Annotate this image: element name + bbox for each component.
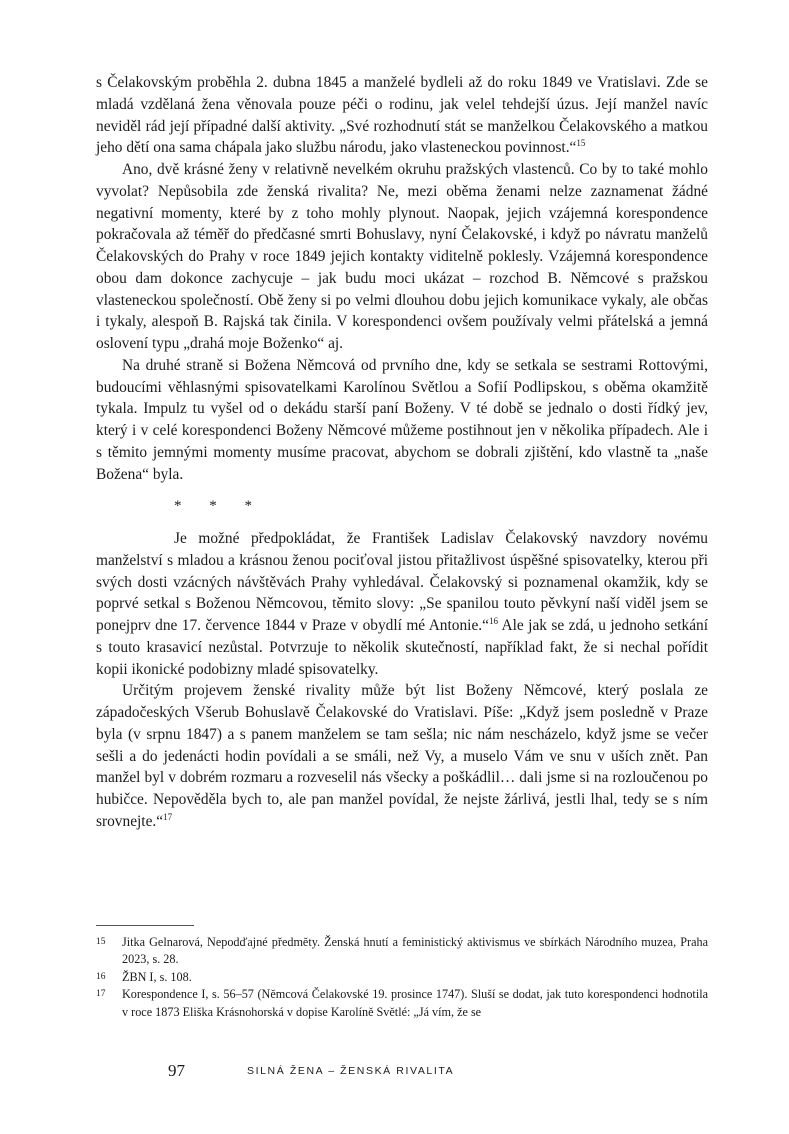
paragraph-5-text: Určitým projevem ženské rivality může být list Boženy Němcové, který poslala ze západočeských Všerub Bohuslavě Čelakovské do Vratislavi. Píše: „Když jsem posledně v Praze byla (v srpnu 1847) a s panem manželem se tam sešla; nic nám nescházelo, když jsme se večer sešli a do jedenácti hodin povídali a se smáli, než Vy, a muselo Vám ve snu v uších znět. Pan manžel byl v dobrém rozmaru a rozveselil nás všecky a poškádlil… dali jsme si na rozloučenou po hubičce. Nepověděla bych to, ale pan manžel povídal, že nejste žárlivá, jestli lhal, tedy se s ním srovnejte.“ [96,682,708,830]
page-footer [0,1061,789,1085]
footnote-16 [96,969,708,986]
footnotes [96,934,708,1021]
section-separator: * * * [174,498,264,515]
footnote-text: Korespondence I, s. 56–57 (Němcová Čelakovské 19. prosince 1747). Sluší se dodat, jak tuto korespondenci hodnotila v roce 1873 Eliška Krásnohorská v dopise Karolíně Světlé: „Já vím, že se [122,987,708,1019]
paragraph-5 [96,680,708,832]
page-number: 97 [168,1061,185,1080]
footnote-text: ŽBN I, s. 108. [122,969,192,984]
running-head: SILNÁ ŽENA – ŽENSKÁ RIVALITA [247,1065,455,1077]
paragraph-1 [96,72,708,159]
footnote-ref-15[interactable]: 15 [576,138,586,149]
main-text [96,72,708,833]
paragraph-3: Na druhé straně si Božena Němcová od prvního dne, kdy se setkala se sestrami Rottovými, budoucími věhlasnými spisovatelkami Karolínou Světlou a Sofií Podlipskou, s oběma okamžitě tykala. Impulz tu vyšel od o dekádu starší paní Boženy. V té době se jednalo o dosti řídký jev, který i v celé korespondenci Boženy Němcové můžeme postihnout jen v několika případech. Ale i s těmito jemnými momenty musíme pracovat, abychom se dobrali zjištění, kdo vlastně ta „naše Božena“ byla. [96,356,708,483]
paragraph-4-text-a: Je možné předpokládat, že František Ladislav Čelakovský navzdory novému manželství s mladou a krásnou ženou pociťoval jistou přitažlivost úspěšné spisovatelky, kterou při svých dosti vzácných návštěvách Prahy vyhledával. Čelakovský si poznamenal okamžik, kdy se poprvé setkal s Boženou Němcovou, těmito slovy: „Se spanilou touto pěvkyní naší viděl jsem se ponejprv dne 17. července 1844 v Praze v obydlí mé Antonie.“ [96,530,708,634]
footnote-divider [96,925,194,926]
footnote-number: 16 [96,971,106,982]
footnote-ref-17[interactable]: 17 [163,811,173,822]
paragraph-4-text-b: Ale jak se zdá, u jednoho setkání s touto krasavicí nezůstal. Potvrzuje to několik skutečností, například fakt, že si nechal pořídit kopii ikonické podobizny mladé spisovatelky. [96,617,708,678]
footnote-17 [96,986,708,1021]
paragraph-1-text: s Čelakovským proběhla 2. dubna 1845 a manželé bydleli až do roku 1849 ve Vratislavi. Zde se mladá vzdělaná žena věnovala pouze péči o rodinu, jak velel tehdejší úzus. Její manžel navíc neviděl rád její případné další aktivity. „Své rozhodnutí stát se manželkou Čelakovského a matkou jeho dětí ona sama chápala jako službu národu, jako vlasteneckou povinnost.“ [96,74,708,157]
footnote-number: 15 [96,937,106,947]
footnote-text: Jitka Gelnarová, Nepodďajné předměty. Ženská hnutí a feministický aktivismus ve sbírkách Národního muzea, Praha 2023, s. 28. [122,935,708,967]
paragraph-4 [96,528,708,680]
footnote-ref-16[interactable]: 16 [488,616,498,626]
paragraph-2: Ano, dvě krásné ženy v relativně nevelkém okruhu pražských vlastenců. Co by to také mohlo vyvolat? Nepůsobila zde ženská rivalita? Ne, mezi oběma ženami nelze zaznamenat žádné negativní momenty, které by z toho mohly plynout. Naopak, jejich vzájemná korespondence pokračovala až téměř do předčasné smrti Bohuslavy, nyní Čelakovské, i když po návratu manželů Čelakovských do Prahy v roce 1849 jejich kontakty viditelně poklesly. Vzájemná korespondence obou dam dokonce zachycuje – jak budu moci ukázat – rozchod B. Němcové s pražskou vlasteneckou společností. Obě ženy si po velmi dlouhou dobu jejich komunikace vykaly, ale občas i tykaly, alespoň B. Rajská tak činila. V korespondenci ovšem používaly velmi přátelská a jemná oslovení typu „drahá moje Boženko“ aj. [96,161,708,352]
footnote-15 [96,934,708,969]
footnote-number: 17 [96,989,106,1000]
